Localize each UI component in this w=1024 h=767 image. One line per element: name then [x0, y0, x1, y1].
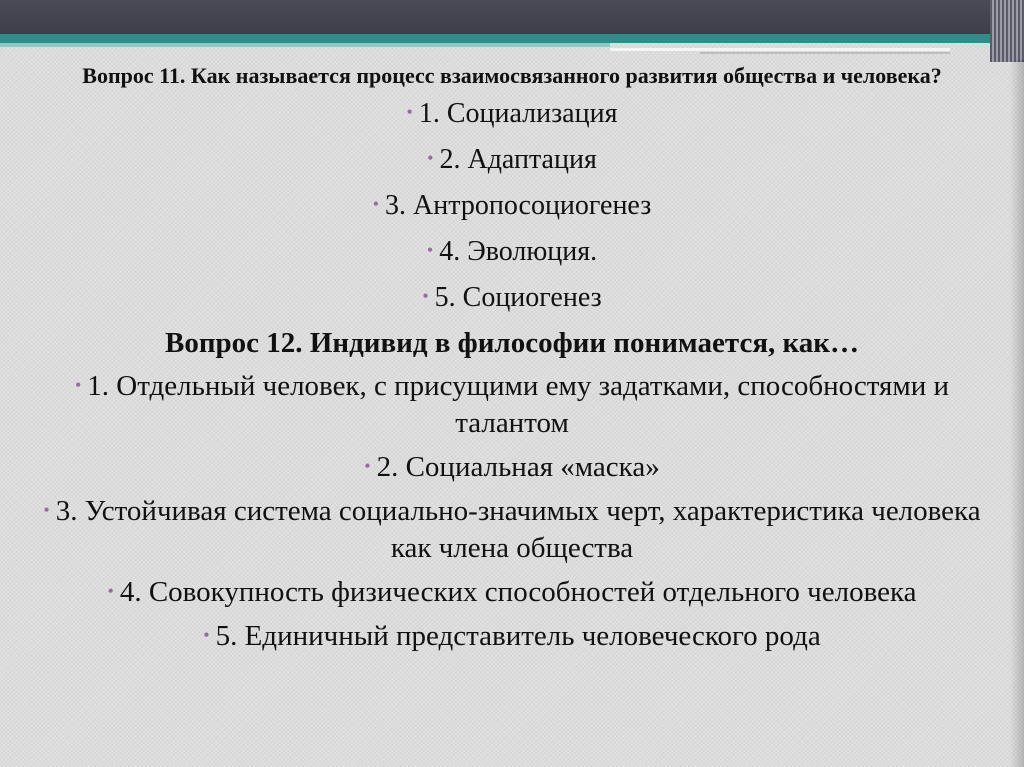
header-accent-stripe — [0, 34, 1024, 43]
bullet-icon: • — [107, 581, 114, 601]
bullet-icon: • — [426, 240, 434, 260]
question-12-title: Вопрос 12. Индивид в философии понимается, как… — [165, 327, 859, 359]
bullet-icon: • — [427, 148, 434, 168]
header-bar — [0, 0, 1024, 34]
question-12-answers — [20, 367, 1004, 655]
header-light-stripe — [0, 43, 610, 47]
list-item: • 4. Эволюция. — [426, 236, 598, 267]
slide-content — [20, 62, 1004, 661]
header-corner-stripes — [990, 0, 1024, 62]
slide-edge-shadow — [1010, 60, 1024, 767]
bullet-icon: • — [74, 375, 82, 395]
list-item: • 1. Социализация — [406, 98, 618, 129]
header-gray-line — [700, 52, 950, 54]
list-item: • 3. Антропосоциогенез — [372, 190, 652, 221]
question-11-title: Вопрос 11. Как называется процесс взаимосвязанного развития общества и человека? — [82, 63, 942, 88]
bullet-icon: • — [203, 625, 210, 645]
bullet-icon: • — [422, 286, 429, 306]
list-item: • 5. Единичный представитель человеческого рода — [203, 620, 821, 652]
header-white-line — [610, 48, 950, 51]
question-11-answers — [20, 95, 1004, 315]
list-item: • 2. Социальная «маска» — [364, 451, 660, 483]
list-item: • 2. Адаптация — [427, 144, 597, 175]
list-item: • 1. Отдельный человек, с присущими ему задатками, способностями и талантом — [74, 370, 950, 439]
bullet-icon: • — [43, 500, 50, 520]
bullet-icon: • — [364, 456, 371, 476]
list-item: • 5. Социогенез — [422, 282, 602, 313]
bullet-icon: • — [406, 102, 413, 122]
bullet-icon: • — [372, 194, 380, 214]
list-item: • 3. Устойчивая система социально-значимых черт, характеристика человека как члена общества — [43, 495, 981, 564]
list-item: • 4. Совокупность физических способностей отдельного человека — [107, 576, 917, 608]
